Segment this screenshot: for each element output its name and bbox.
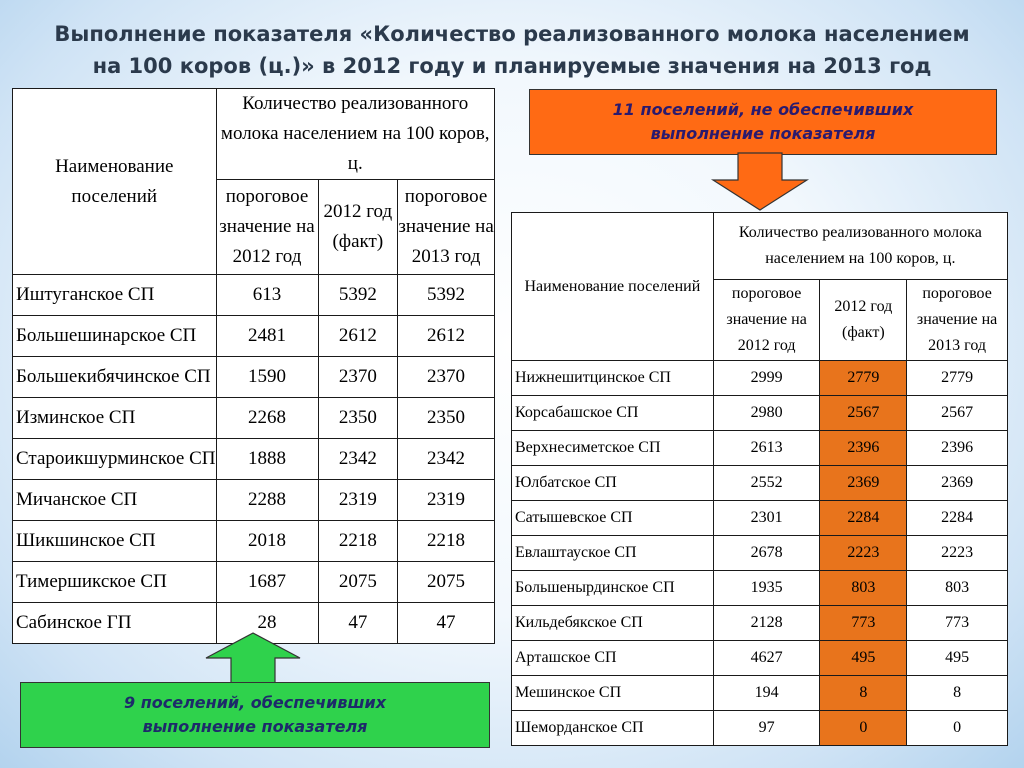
- failed-table-body: [512, 361, 1008, 746]
- failed-settlements-table: [511, 212, 1008, 746]
- threshold-2013-cell: 2350: [398, 398, 495, 439]
- settlement-name-cell: Сабинское ГП: [13, 603, 217, 644]
- settlement-name-cell: Сатышевское СП: [512, 501, 714, 536]
- table-row: [13, 398, 495, 439]
- header-threshold-2012: пороговое значение на 2012 год: [216, 180, 318, 275]
- threshold-2013-cell: 2612: [398, 316, 495, 357]
- threshold-2012-cell: 194: [713, 676, 820, 711]
- table-row: [512, 676, 1008, 711]
- threshold-2013-cell: 495: [907, 641, 1008, 676]
- table-row: [13, 480, 495, 521]
- fact-2012-cell: 47: [318, 603, 398, 644]
- header-threshold-2013: пороговое значение на 2013 год: [398, 180, 495, 275]
- threshold-2012-cell: 1935: [713, 571, 820, 606]
- threshold-2013-cell: 47: [398, 603, 495, 644]
- threshold-2013-cell: 0: [907, 711, 1008, 746]
- table-row: [512, 466, 1008, 501]
- failed-callout-line-1: 11 поселений, не обеспечивших: [612, 100, 914, 119]
- threshold-2013-cell: 803: [907, 571, 1008, 606]
- achieved-table-body: [13, 275, 495, 644]
- table-row: [13, 357, 495, 398]
- table-row: [512, 361, 1008, 396]
- threshold-2013-cell: 2342: [398, 439, 495, 480]
- threshold-2012-cell: 1888: [216, 439, 318, 480]
- table-row: [512, 396, 1008, 431]
- threshold-2012-cell: 2552: [713, 466, 820, 501]
- header-milk-quantity: Количество реализованного молока населением на 100 коров, ц.: [713, 213, 1007, 280]
- fact-2012-cell: 2350: [318, 398, 398, 439]
- threshold-2013-cell: 2223: [907, 536, 1008, 571]
- settlement-name-cell: Нижнешитцинское СП: [512, 361, 714, 396]
- header-fact-2012: 2012 год (факт): [318, 180, 398, 275]
- threshold-2013-cell: 2779: [907, 361, 1008, 396]
- threshold-2012-cell: 2268: [216, 398, 318, 439]
- header-settlement-name: Наименование поселений: [512, 213, 714, 361]
- settlement-name-cell: Большешинарское СП: [13, 316, 217, 357]
- fact-2012-cell: 2342: [318, 439, 398, 480]
- table-row: [512, 606, 1008, 641]
- fact-2012-cell: 0: [820, 711, 907, 746]
- fact-2012-cell: 2612: [318, 316, 398, 357]
- fact-2012-cell: 5392: [318, 275, 398, 316]
- threshold-2012-cell: 2678: [713, 536, 820, 571]
- settlement-name-cell: Юлбатское СП: [512, 466, 714, 501]
- settlement-name-cell: Евлаштауское СП: [512, 536, 714, 571]
- achieved-settlements-callout: [20, 682, 490, 748]
- settlement-name-cell: Мешинское СП: [512, 676, 714, 711]
- threshold-2012-cell: 2999: [713, 361, 820, 396]
- table-row: [512, 536, 1008, 571]
- table-row: [512, 711, 1008, 746]
- fact-2012-cell: 2075: [318, 562, 398, 603]
- threshold-2013-cell: 5392: [398, 275, 495, 316]
- settlement-name-cell: Кильдебякское СП: [512, 606, 714, 641]
- threshold-2013-cell: 2396: [907, 431, 1008, 466]
- settlement-name-cell: Арташское СП: [512, 641, 714, 676]
- table-row: [13, 562, 495, 603]
- fact-2012-cell: 2779: [820, 361, 907, 396]
- threshold-2012-cell: 2018: [216, 521, 318, 562]
- header-threshold-2013: пороговое значение на 2013 год: [907, 280, 1008, 361]
- fact-2012-cell: 8: [820, 676, 907, 711]
- threshold-2013-cell: 2218: [398, 521, 495, 562]
- settlement-name-cell: Шикшинское СП: [13, 521, 217, 562]
- failed-settlements-callout: [529, 89, 997, 155]
- fact-2012-cell: 2319: [318, 480, 398, 521]
- threshold-2012-cell: 97: [713, 711, 820, 746]
- threshold-2013-cell: 2567: [907, 396, 1008, 431]
- fact-2012-cell: 803: [820, 571, 907, 606]
- threshold-2012-cell: 1590: [216, 357, 318, 398]
- threshold-2013-cell: 2284: [907, 501, 1008, 536]
- title-line-1: Выполнение показателя «Количество реализованного молока населением: [54, 22, 970, 46]
- threshold-2013-cell: 2370: [398, 357, 495, 398]
- settlement-name-cell: Верхнесиметское СП: [512, 431, 714, 466]
- header-fact-2012: 2012 год (факт): [820, 280, 907, 361]
- fact-2012-cell: 2396: [820, 431, 907, 466]
- fact-2012-cell: 2369: [820, 466, 907, 501]
- table-row: [13, 275, 495, 316]
- threshold-2012-cell: 4627: [713, 641, 820, 676]
- achieved-callout-line-1: 9 поселений, обеспечивших: [123, 693, 387, 712]
- fact-2012-cell: 2223: [820, 536, 907, 571]
- header-milk-quantity: Количество реализованного молока населением на 100 коров, ц.: [216, 89, 495, 180]
- failed-callout-line-2: выполнение показателя: [650, 124, 876, 143]
- title-line-2: на 100 коров (ц.)» в 2012 году и планируемые значения на 2013 год: [92, 54, 932, 78]
- table-row: [13, 316, 495, 357]
- settlement-name-cell: Изминское СП: [13, 398, 217, 439]
- threshold-2012-cell: 613: [216, 275, 318, 316]
- threshold-2013-cell: 8: [907, 676, 1008, 711]
- fact-2012-cell: 2218: [318, 521, 398, 562]
- table-row: [13, 439, 495, 480]
- table-row: [512, 431, 1008, 466]
- settlement-name-cell: Большекибячинское СП: [13, 357, 217, 398]
- fact-2012-cell: 773: [820, 606, 907, 641]
- table-row: [512, 501, 1008, 536]
- down-arrow-icon: [710, 152, 810, 212]
- header-settlement-name: Наименование поселений: [13, 89, 217, 275]
- fact-2012-cell: 2370: [318, 357, 398, 398]
- slide-title: [20, 18, 1004, 82]
- threshold-2012-cell: 28: [216, 603, 318, 644]
- settlement-name-cell: Мичанское СП: [13, 480, 217, 521]
- threshold-2012-cell: 2128: [713, 606, 820, 641]
- threshold-2013-cell: 2075: [398, 562, 495, 603]
- settlement-name-cell: Шеморданское СП: [512, 711, 714, 746]
- table-row: [512, 641, 1008, 676]
- threshold-2012-cell: 2481: [216, 316, 318, 357]
- achieved-settlements-table: [12, 88, 495, 644]
- settlement-name-cell: Тимершикское СП: [13, 562, 217, 603]
- threshold-2012-cell: 2288: [216, 480, 318, 521]
- table-row: [512, 571, 1008, 606]
- threshold-2012-cell: 2301: [713, 501, 820, 536]
- header-threshold-2012: пороговое значение на 2012 год: [713, 280, 820, 361]
- settlement-name-cell: Иштуганское СП: [13, 275, 217, 316]
- threshold-2013-cell: 2369: [907, 466, 1008, 501]
- settlement-name-cell: Староикшурминское СП: [13, 439, 217, 480]
- threshold-2013-cell: 773: [907, 606, 1008, 641]
- threshold-2013-cell: 2319: [398, 480, 495, 521]
- fact-2012-cell: 495: [820, 641, 907, 676]
- threshold-2012-cell: 1687: [216, 562, 318, 603]
- achieved-callout-line-2: выполнение показателя: [142, 717, 368, 736]
- threshold-2012-cell: 2980: [713, 396, 820, 431]
- settlement-name-cell: Корсабашское СП: [512, 396, 714, 431]
- table-row: [13, 521, 495, 562]
- fact-2012-cell: 2284: [820, 501, 907, 536]
- threshold-2012-cell: 2613: [713, 431, 820, 466]
- settlement-name-cell: Большенырдинское СП: [512, 571, 714, 606]
- up-arrow-icon: [203, 632, 303, 684]
- fact-2012-cell: 2567: [820, 396, 907, 431]
